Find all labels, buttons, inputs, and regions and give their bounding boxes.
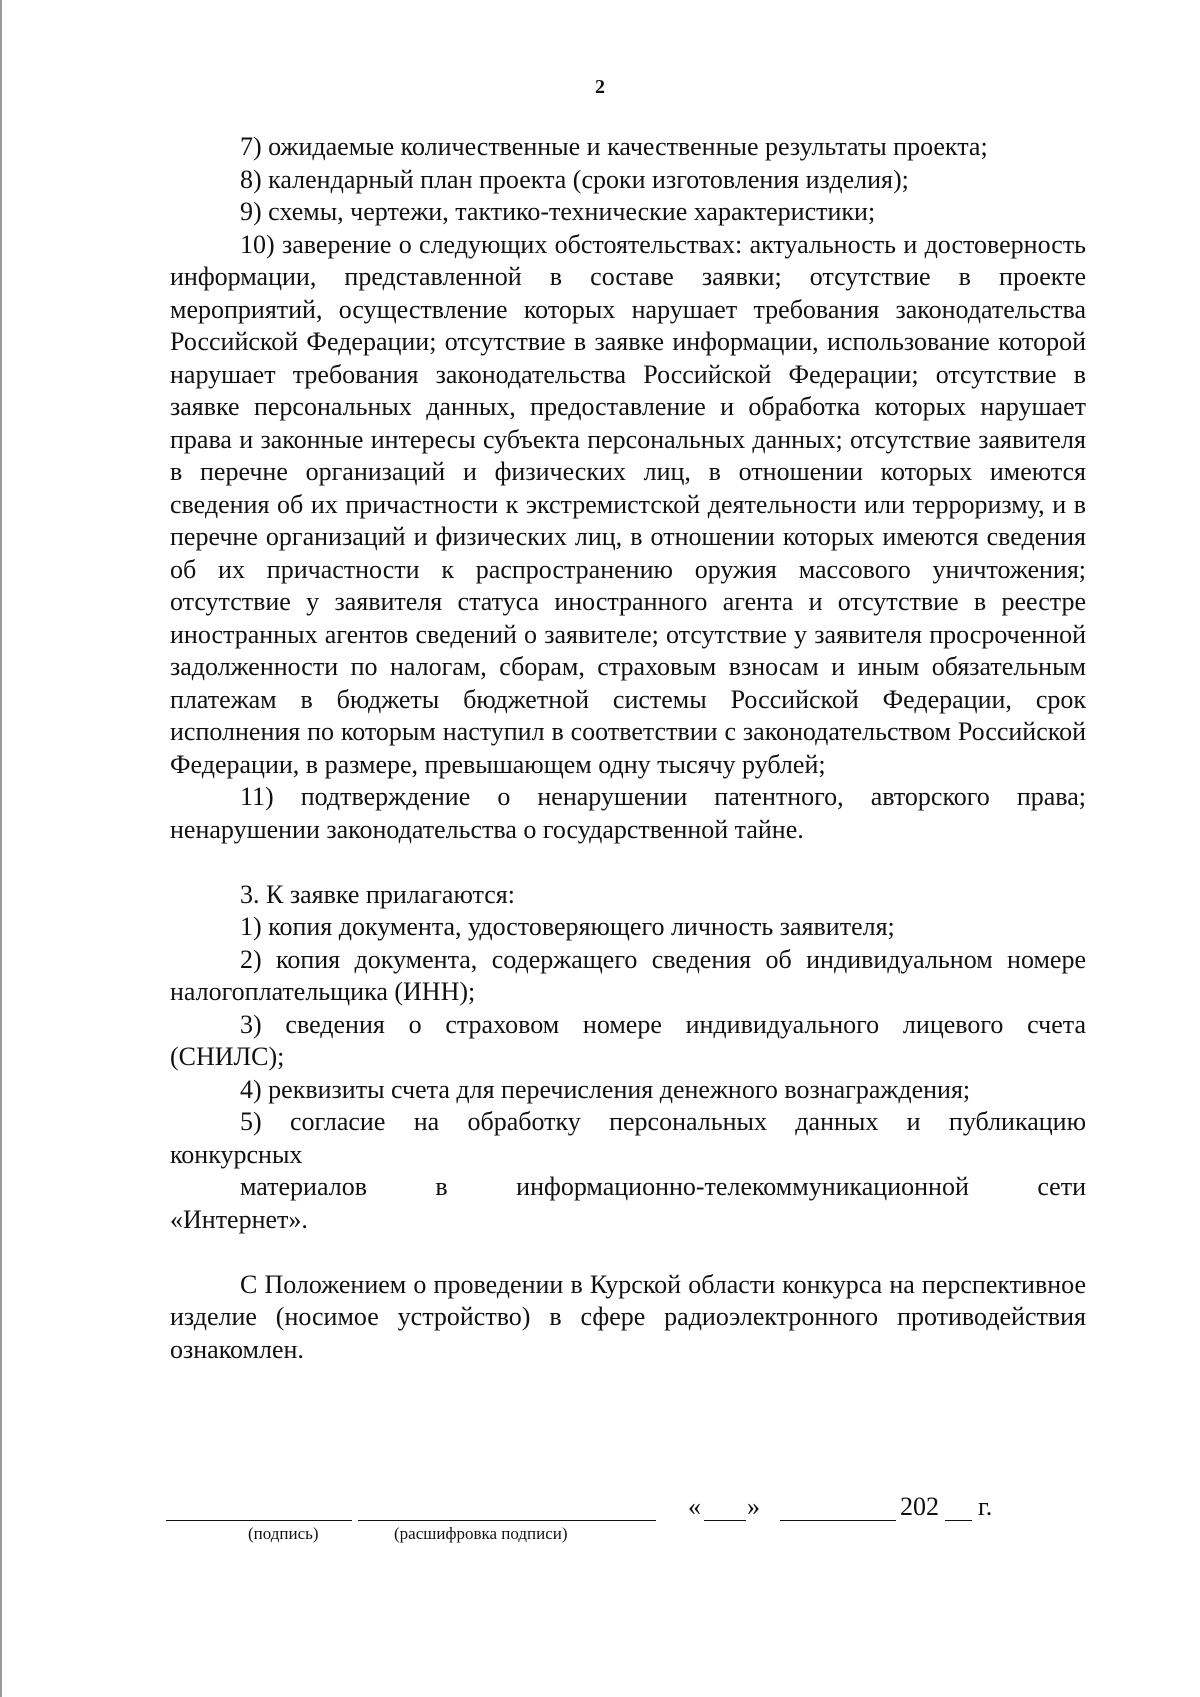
attachment-item-4: 4) реквизиты счета для перечисления денежного вознаграждения;: [240, 1074, 971, 1104]
date-day-line: [704, 1520, 746, 1521]
signature-decoding-line: [358, 1520, 656, 1521]
signature-line: [166, 1520, 352, 1521]
document-body: [170, 131, 1086, 1366]
signature-caption: (подпись): [248, 1524, 319, 1543]
attachment-item-5-line1: 5) согласие на обработку персональных данных и публикацию: [240, 1107, 1086, 1136]
list-item-10: 10) заверение о следующих обстоятельствах: актуальность и достоверность информации, представленной в составе заявки; отсутствие в проекте мероприятий, осуществление которых нарушает требования законодательства Российской Федерации; отсутствие в заявке информации, использование которой нарушает требования законодательства Российской Федерации; отсутствие в заявке персональных данных, предоставление и обработка которых нарушает права и законные интересы субъекта персональных данных; отсутствие заявителя в перечне организаций и физических лиц, в отношении которых имеются сведения об их причастности к экстремистской деятельности или терроризму, и в перечне организаций и физических лиц, в отношении которых имеются сведения об их причастности к распространению оружия массового уничтожения; отсутствие у заявителя статуса иностранного агента и отсутствие в реестре иностранных агентов сведений о заявителе; отсутствие у заявителя просроченной задолженности по налогам, сборам, страховым взносам и иным обязательным платежам в бюджеты бюджетной системы Российской Федерации, срок исполнения по которым наступил в соответствии с законодательством Российской Федерации, в размере, превышающем одну тысячу рублей;: [170, 229, 1086, 779]
attachment-item-1: 1) копия документа, удостоверяющего личность заявителя;: [240, 912, 895, 941]
list-item-11: 11) подтверждение о ненарушении патентного, авторского права; ненарушении законодательства о государственной тайне.: [170, 782, 1086, 844]
attachment-item-5-line2: конкурсных: [170, 1139, 303, 1169]
date-close-quote: »: [747, 1492, 760, 1521]
page-edge: [0, 0, 2, 1697]
section-3-heading: 3. К заявке прилагаются:: [240, 879, 515, 909]
date-year-line: [945, 1520, 972, 1521]
date-month-line: [780, 1520, 896, 1521]
date-open-quote: «: [688, 1492, 701, 1521]
attachment-item-2: 2) копия документа, содержащего сведения об индивидуальном номере налогоплательщика (ИНН);: [170, 944, 1086, 1006]
attachment-item-3: 3) сведения о страховом номере индивидуального лицевого счета (СНИЛС);: [170, 1009, 1086, 1071]
spacer: [170, 1236, 1086, 1269]
spacer: [170, 846, 1086, 879]
list-item-8: 8) календарный план проекта (сроки изготовления изделия);: [240, 164, 909, 194]
list-item-7: 7) ожидаемые количественные и качественные результаты проекта;: [240, 132, 988, 161]
attachment-item-5-line3: материалов в информационно-телекоммуникационной сети: [240, 1172, 1086, 1201]
page-number: 2: [595, 76, 605, 98]
list-item-9: 9) схемы, чертежи, тактико-технические характеристики;: [240, 197, 876, 226]
date-year-prefix: 202: [900, 1492, 939, 1521]
attachment-item-5-line4: «Интернет».: [170, 1204, 308, 1234]
signature-decoding-caption: (расшифровка подписи): [394, 1524, 568, 1543]
date-year-suffix: г.: [978, 1492, 993, 1521]
acknowledgement-text: С Положением о проведении в Курской области конкурса на перспективное изделие (носимое устройство) в сфере радиоэлектронного противодействия ознакомлен.: [170, 1269, 1086, 1364]
